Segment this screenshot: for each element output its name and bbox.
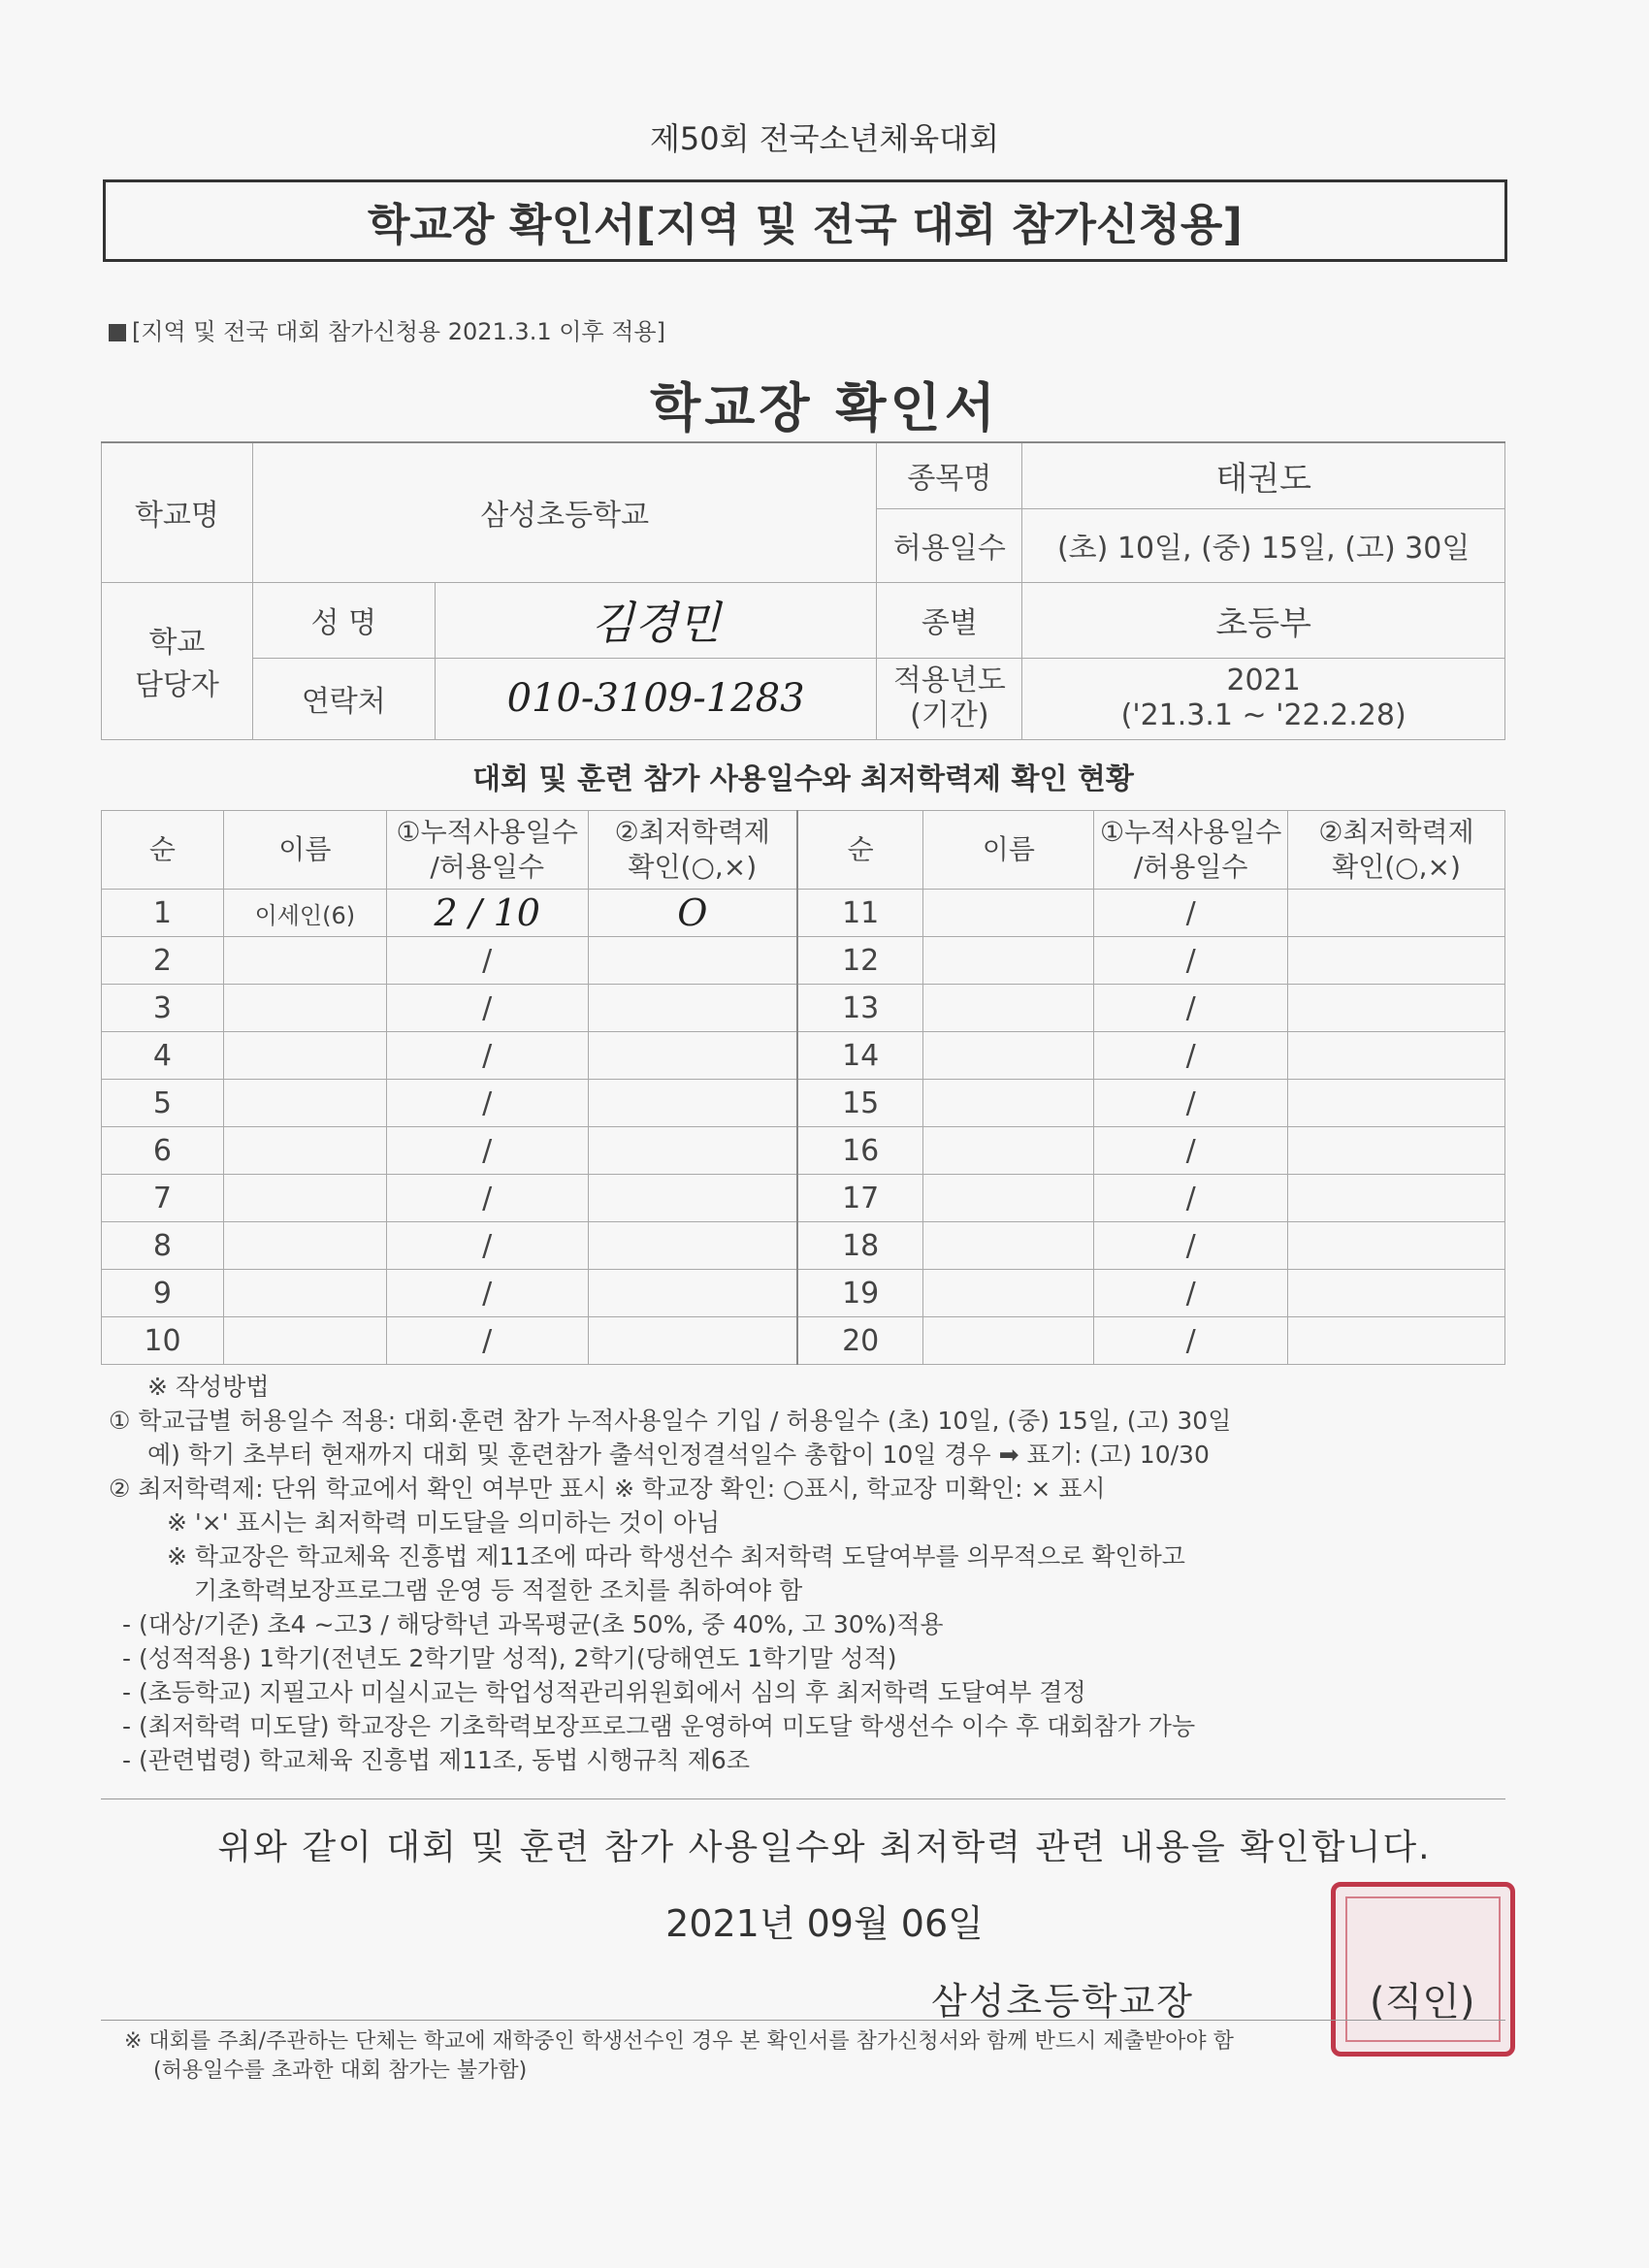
col-min-right [1288, 811, 1505, 890]
table-row [102, 1127, 1505, 1175]
col-min [588, 811, 797, 890]
cell-left-days: / [386, 937, 588, 985]
division-value: 초등부 [1022, 582, 1505, 658]
cell-right-min [1288, 1270, 1505, 1317]
year-label-line1: 적용년도 [892, 664, 1006, 697]
cell-left-no: 8 [102, 1222, 224, 1270]
col-min-line2: 확인(○,×) [628, 851, 758, 883]
col-days-right-line1: ①누적사용일수 [1099, 816, 1282, 848]
instruction-line: ※ 학교장은 학교체육 진흥법 제11조에 따라 학생선수 최저학력 도달여부를 의무적으로 확인하고 [167, 1542, 1185, 1571]
cell-left-name [223, 1032, 386, 1080]
cell-left-no: 2 [102, 937, 224, 985]
col-days [386, 811, 588, 890]
section-title: 대회 및 훈련 참가 사용일수와 최저학력제 확인 현황 [472, 762, 1134, 796]
cell-right-name [923, 1270, 1094, 1317]
cell-left-no: 10 [102, 1317, 224, 1365]
allowed-days-value: (초) 10일, (중) 15일, (고) 30일 [1022, 508, 1505, 582]
instruction-line: - (초등학교) 지필고사 미실시교는 학업성적관리위원회에서 심의 후 최저학력 도달여부 결정 [122, 1678, 1086, 1706]
cell-right-no: 11 [797, 890, 923, 937]
col-no: 순 [102, 811, 224, 890]
instruction-line: 기초학력보장프로그램 운영 등 적절한 조치를 취하여야 함 [194, 1576, 803, 1604]
cell-left-min [588, 1270, 797, 1317]
cell-left-min [588, 937, 797, 985]
cell-right-days: / [1094, 937, 1288, 985]
cell-left-no: 1 [102, 890, 224, 937]
staff-label [102, 582, 253, 739]
cell-left-name: 이세인(6) [223, 890, 386, 937]
cell-left-days: / [386, 1270, 588, 1317]
division-label: 종별 [877, 582, 1022, 658]
cell-right-min [1288, 1317, 1505, 1365]
cell-right-name [923, 985, 1094, 1032]
cell-right-name [923, 890, 1094, 937]
cell-right-no: 12 [797, 937, 923, 985]
cell-left-min: O [588, 890, 797, 937]
cell-right-days: / [1094, 1270, 1288, 1317]
col-days-line2: /허용일수 [430, 851, 545, 883]
cell-right-min [1288, 985, 1505, 1032]
col-min-line1: ②최저학력제 [614, 816, 770, 848]
cell-right-name [923, 1317, 1094, 1365]
cell-right-days: / [1094, 1222, 1288, 1270]
cell-right-days: / [1094, 985, 1288, 1032]
table-row [102, 890, 1505, 937]
table-row [102, 1317, 1505, 1365]
col-no-right: 순 [797, 811, 923, 890]
cell-left-no: 3 [102, 985, 224, 1032]
cell-left-days: / [386, 1127, 588, 1175]
cell-left-name [223, 1175, 386, 1222]
cell-right-no: 18 [797, 1222, 923, 1270]
footer-line: (허용일수를 초과한 대회 참가는 불가함) [153, 2058, 528, 2083]
cell-right-no: 19 [797, 1270, 923, 1317]
table-row [102, 1222, 1505, 1270]
cell-right-name [923, 1127, 1094, 1175]
signer: 삼성초등학교장 [931, 1980, 1194, 2023]
cell-left-min [588, 1222, 797, 1270]
cell-right-name [923, 1222, 1094, 1270]
event-title: 제50회 전국소년체육대회 [649, 120, 999, 157]
year-value-line2: ('21.3.1 ~ '22.2.28) [1120, 698, 1406, 732]
instruction-line: ② 최저학력제: 단위 학교에서 확인 여부만 표시 ※ 학교장 확인: ○표시, 학교장 미확인: × 표시 [109, 1474, 1106, 1503]
cell-right-no: 15 [797, 1080, 923, 1127]
year-label-line2: (기간) [910, 698, 989, 732]
info-table [101, 441, 1505, 740]
cell-left-days: / [386, 1222, 588, 1270]
cell-left-no: 5 [102, 1080, 224, 1127]
col-days-right-line2: /허용일수 [1133, 851, 1248, 883]
confirmation-statement: 위와 같이 대회 및 훈련 참가 사용일수와 최저학력 관련 내용을 확인합니다. [217, 1828, 1432, 1867]
year-value [1022, 658, 1505, 739]
cell-left-days: / [386, 1080, 588, 1127]
cell-left-days: / [386, 1032, 588, 1080]
cell-left-no: 7 [102, 1175, 224, 1222]
issue-date: 2021년 09월 06일 [665, 1902, 984, 1945]
col-name-right: 이름 [923, 811, 1094, 890]
cell-left-name [223, 1270, 386, 1317]
school-label: 학교명 [102, 442, 253, 582]
cell-left-name [223, 1080, 386, 1127]
footer-line: ※ 대회를 주최/주관하는 단체는 학교에 재학중인 학생선수인 경우 본 확인서를 참가신청서와 함께 반드시 제출받아야 함 [124, 2029, 1234, 2054]
cell-left-name [223, 985, 386, 1032]
instructions [109, 1370, 1525, 1777]
cell-left-min [588, 1127, 797, 1175]
cell-right-days: / [1094, 1317, 1288, 1365]
cell-right-name [923, 937, 1094, 985]
cell-right-no: 14 [797, 1032, 923, 1080]
cell-right-days: / [1094, 1032, 1288, 1080]
cell-right-min [1288, 1222, 1505, 1270]
name-value: 김경민 [435, 582, 877, 658]
cell-left-name [223, 937, 386, 985]
square-bullet-icon [109, 324, 126, 341]
table-row [102, 1080, 1505, 1127]
cell-left-min [588, 1317, 797, 1365]
cell-right-no: 17 [797, 1175, 923, 1222]
contact-value: 010-3109-1283 [435, 658, 877, 739]
sport-value: 태권도 [1022, 442, 1505, 508]
cell-left-no: 4 [102, 1032, 224, 1080]
staff-label-line1: 학교 [148, 626, 206, 660]
cell-left-min [588, 1175, 797, 1222]
school-value: 삼성초등학교 [252, 442, 877, 582]
cell-right-days: / [1094, 1080, 1288, 1127]
form-title: 학교장 확인서[지역 및 전국 대회 참가신청용] [103, 179, 1507, 262]
applicability-note [109, 312, 665, 346]
col-name: 이름 [223, 811, 386, 890]
cell-right-days: / [1094, 890, 1288, 937]
cell-left-min [588, 1080, 797, 1127]
table-row [102, 1270, 1505, 1317]
cell-left-days: / [386, 1317, 588, 1365]
staff-label-line2: 담당자 [134, 668, 219, 702]
cell-left-min [588, 985, 797, 1032]
cell-right-name [923, 1175, 1094, 1222]
table-row [102, 937, 1505, 985]
instruction-line: ① 학교급별 허용일수 적용: 대회·훈련 참가 누적사용일수 기입 / 허용일수 (초) 10일, (중) 15일, (고) 30일 [109, 1407, 1232, 1435]
name-label: 성 명 [252, 582, 435, 658]
cell-left-days: / [386, 1175, 588, 1222]
seal-label: (직인) [1370, 1980, 1475, 2025]
col-min-right-line2: 확인(○,×) [1332, 851, 1461, 883]
divider [101, 2020, 1505, 2021]
col-days-right [1094, 811, 1288, 890]
cell-right-no: 16 [797, 1127, 923, 1175]
cell-right-min [1288, 1032, 1505, 1080]
cell-left-name [223, 1222, 386, 1270]
year-label [877, 658, 1022, 739]
instruction-line: 예) 학기 초부터 현재까지 대회 및 훈련참가 출석인정결석일수 총합이 10일 경우 ➡ 표기: (고) 10/30 [147, 1441, 1210, 1469]
cell-left-name [223, 1317, 386, 1365]
allowed-days-label: 허용일수 [877, 508, 1022, 582]
table-row [102, 1032, 1505, 1080]
cell-left-no: 6 [102, 1127, 224, 1175]
col-min-right-line1: ②최저학력제 [1318, 816, 1474, 848]
instruction-line: - (대상/기준) 초4 ~고3 / 해당학년 과목평균(초 50%, 중 40%, 고 30%)적용 [122, 1610, 944, 1638]
cell-left-days: / [386, 985, 588, 1032]
contact-label: 연락처 [252, 658, 435, 739]
instructions-heading: ※ 작성방법 [147, 1373, 270, 1401]
table-row [102, 985, 1505, 1032]
cell-right-no: 20 [797, 1317, 923, 1365]
table-row [102, 1175, 1505, 1222]
cell-left-name [223, 1127, 386, 1175]
entry-table [101, 810, 1505, 1365]
cell-right-min [1288, 1127, 1505, 1175]
cell-right-min [1288, 1175, 1505, 1222]
cell-right-min [1288, 890, 1505, 937]
footer-note [124, 2027, 1511, 2086]
instruction-line: ※ '×' 표시는 최저학력 미도달을 의미하는 것이 아님 [167, 1508, 721, 1537]
cell-right-days: / [1094, 1175, 1288, 1222]
cell-right-min [1288, 937, 1505, 985]
cell-right-no: 13 [797, 985, 923, 1032]
applicability-note-text: [지역 및 전국 대회 참가신청용 2021.3.1 이후 적용] [132, 318, 665, 345]
instruction-line: - (성적적용) 1학기(전년도 2학기말 성적), 2학기(당해연도 1학기말 성적) [122, 1644, 897, 1672]
cell-right-name [923, 1080, 1094, 1127]
divider [101, 1798, 1505, 1799]
col-days-line1: ①누적사용일수 [396, 816, 578, 848]
cell-right-min [1288, 1080, 1505, 1127]
instruction-line: - (관련법령) 학교체육 진흥법 제11조, 동법 시행규칙 제6조 [122, 1746, 750, 1774]
cell-right-name [923, 1032, 1094, 1080]
year-value-line1: 2021 [1226, 664, 1301, 697]
cell-left-days: 2 / 10 [386, 890, 588, 937]
cell-left-no: 9 [102, 1270, 224, 1317]
cell-left-min [588, 1032, 797, 1080]
cell-right-days: / [1094, 1127, 1288, 1175]
page-title: 학교장 확인서 [650, 377, 999, 438]
sport-label: 종목명 [877, 442, 1022, 508]
instruction-line: - (최저학력 미도달) 학교장은 기초학력보장프로그램 운영하여 미도달 학생선수 이수 후 대회참가 가능 [122, 1712, 1196, 1740]
